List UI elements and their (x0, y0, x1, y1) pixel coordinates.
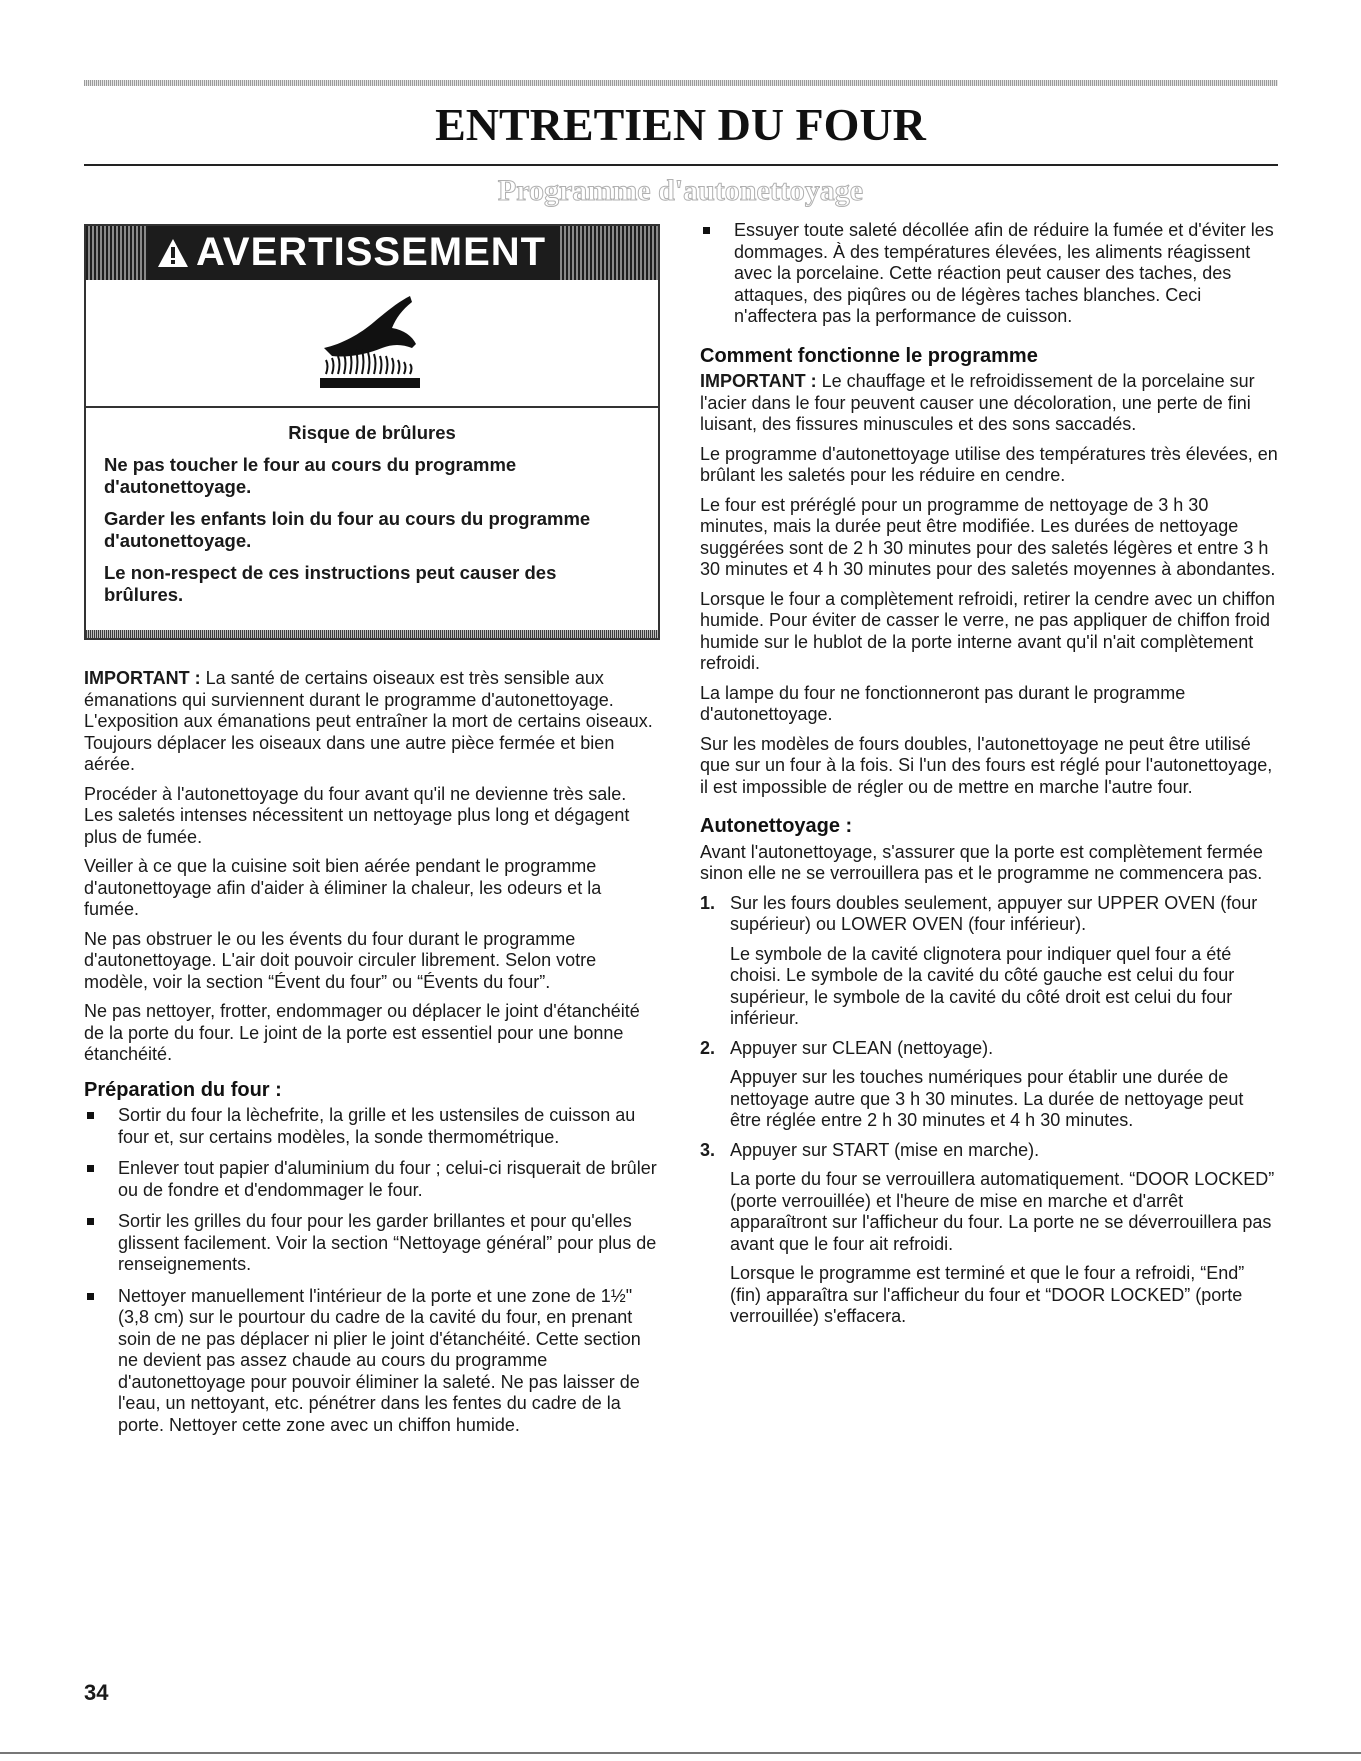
warning-body (86, 408, 658, 630)
step-detail: La porte du four se verrouillera automatiquement. “DOOR LOCKED” (porte verrouillée) et l'heure de mise en marche et d'arrêt apparaîtront sur l'afficheur du four. La porte ne se déverrouillera pas avant que le four ait refroidi. (730, 1169, 1275, 1254)
body-paragraph: Le programme d'autonettoyage utilise des températures très élevées, en brûlant les saletés pour les réduire en cendre. (700, 443, 1278, 485)
how-heading: Comment fonctionne le programme (700, 344, 1038, 367)
warning-triangle-icon (156, 237, 190, 269)
step-item (700, 1140, 1278, 1328)
step-number: 3. (700, 1139, 716, 1160)
body-paragraph: Le four est préréglé pour un programme de nettoyage de 3 h 30 minutes, mais la durée peut être modifiée. Les durées de nettoyage suggérées sont de 2 h 30 minutes pour des saletés légères et entre 3 h 30 minutes et 4 h 30 minutes pour des saletés moyennes à abondantes. (700, 494, 1276, 579)
left-column (84, 224, 660, 1446)
title-rule (84, 164, 1278, 166)
body-paragraph: Ne pas nettoyer, frotter, endommager ou déplacer le joint d'étanchéité de la porte du four. Le joint de la porte est essentiel pour une bonne étanchéité. (84, 1001, 640, 1064)
warning-title: AVERTISSEMENT (196, 230, 547, 275)
step-number: 2. (700, 1037, 716, 1058)
step-item (700, 1038, 1278, 1132)
step-detail: Le symbole de la cavité clignotera pour indiquer quel four a été choisi. Le symbole de la cavité du côté gauche est celui du four supérieur, le symbole de la cavité du côté droit est celui du four inférieur. (730, 943, 1235, 1028)
step-detail: Appuyer sur les touches numériques pour établir une durée de nettoyage autre que 3 h 30 minutes. La durée de nettoyage peut être réglée entre 2 h 30 minutes et 4 h 30 minutes. (730, 1067, 1244, 1130)
prep-heading: Préparation du four : (84, 1078, 282, 1101)
warning-header (86, 226, 658, 280)
step-text: Sur les fours doubles seulement, appuyer sur UPPER OVEN (four supérieur) ou LOWER OVEN (four inférieur). (730, 892, 1258, 934)
burn-hazard-icon (312, 288, 432, 398)
section-subtitle: Programme d'autonettoyage (497, 174, 864, 207)
list-item: Sortir du four la lèchefrite, la grille et les ustensiles de cuisson au four et, sur certains modèles, la sonde thermométrique. (84, 1105, 660, 1148)
list-item: Essuyer toute saleté décollée afin de réduire la fumée et d'éviter les dommages. À des températures élevées, les aliments réagissent avec la porcelaine. Cette réaction peut causer des taches, des attaques, des piqûres ou de légères taches blanches. Ceci n'affectera pas la performance de cuisson. (700, 220, 1278, 328)
body-paragraph: Lorsque le four a complètement refroidi, retirer la cendre avec un chiffon humide. Pour éviter de casser le verre, ne pas appliquer de chiffon froid humide sur le hublot de la porte interne avant qu'il n'ait complètement refroidi. (700, 588, 1275, 673)
page-title: ENTRETIEN DU FOUR (435, 99, 926, 150)
page-number: 34 (84, 1680, 109, 1705)
step-text: Appuyer sur CLEAN (nettoyage). (730, 1037, 994, 1058)
body-paragraph: La lampe du four ne fonctionneront pas durant le programme d'autonettoyage. (700, 682, 1186, 724)
auto-heading: Autonettoyage : (700, 815, 853, 837)
body-paragraph: Sur les modèles de fours doubles, l'autonettoyage ne peut être utilisé que sur un four à la fois. Si l'un des fours est réglé pour l'autonettoyage, il est impossible de régler ou de mettre en marche l'autre four. (700, 733, 1273, 797)
body-paragraph: Procéder à l'autonettoyage du four avant qu'il ne devienne très sale. Les saletés intenses nécessitent un nettoyage plus long et dégagent plus de fumée. (84, 783, 630, 847)
top-rule (84, 80, 1278, 86)
prep-list-continued (700, 220, 1278, 328)
step-number: 1. (700, 892, 716, 913)
warning-line: Garder les enfants loin du four au cours du programme d'autonettoyage. (104, 508, 591, 551)
important-paragraph: IMPORTANT : Le chauffage et le refroidissement de la porcelaine sur l'acier dans le four peuvent causer une décoloration, une perte de fini luisant, des fissures minuscules et des sons saccadés. (700, 371, 1255, 434)
list-item: Enlever tout papier d'aluminium du four ; celui-ci risquerait de brûler ou de fondre et d'endommager le four. (84, 1158, 660, 1201)
warning-line: Ne pas toucher le four au cours du programme d'autonettoyage. (104, 454, 517, 497)
step-item (700, 893, 1278, 1030)
important-paragraph: IMPORTANT : La santé de certains oiseaux est très sensible aux émanations qui surviennent durant le programme d'autonettoyage. L'exposition aux émanations peut entraîner la mort de certains oiseaux. Toujours déplacer les oiseaux dans une autre pièce fermée et bien aérée. (84, 668, 653, 774)
warning-risk: Risque de brûlures (288, 422, 456, 443)
list-item: Nettoyer manuellement l'intérieur de la porte et une zone de 1½" (3,8 cm) sur le pourtour du cadre de la cavité du four, en prenant soin de ne pas déplacer ni plier le joint d'étanchéité. Cette section ne devient pas assez chaude au cours du programme d'autonettoyage pour pouvoir éliminer la saleté. Ne pas laisser de l'eau, un nettoyant, etc. pénétrer dans les fentes du cadre de la porte. Nettoyer cette zone avec un chiffon humide. (84, 1286, 660, 1437)
auto-intro: Avant l'autonettoyage, s'assurer que la porte est complètement fermée sinon elle ne se verrouillera pas et le programme ne commencera pas. (700, 841, 1263, 883)
step-text: Appuyer sur START (mise en marche). (730, 1139, 1040, 1160)
warning-bottom-bar (86, 630, 658, 638)
list-item: Sortir les grilles du four pour les garder brillantes et pour qu'elles glissent facilement. Voir la section “Nettoyage général” pour plus de renseignements. (84, 1211, 660, 1276)
steps-list (700, 893, 1278, 1328)
body-paragraph: Veiller à ce que la cuisine soit bien aérée pendant le programme d'autonettoyage afin d'aider à éliminer la chaleur, les odeurs et la fumée. (84, 856, 602, 919)
warning-box (84, 224, 660, 640)
right-column (700, 220, 1278, 1336)
body-paragraph: Ne pas obstruer le ou les évents du four durant le programme d'autonettoyage. L'air doit pouvoir circuler librement. Selon votre modèle, voir la section “Évent du four” ou “Évents du four”. (84, 928, 597, 992)
warning-line: Le non-respect de ces instructions peut causer des brûlures. (104, 562, 557, 605)
bottom-rule (0, 1752, 1361, 1754)
prep-list (84, 1105, 660, 1436)
step-detail: Lorsque le programme est terminé et que le four a refroidi, “End” (fin) apparaîtra sur l'afficheur du four et “DOOR LOCKED” (porte verrouillée) s'effacera. (730, 1263, 1245, 1326)
warning-image (86, 280, 658, 408)
